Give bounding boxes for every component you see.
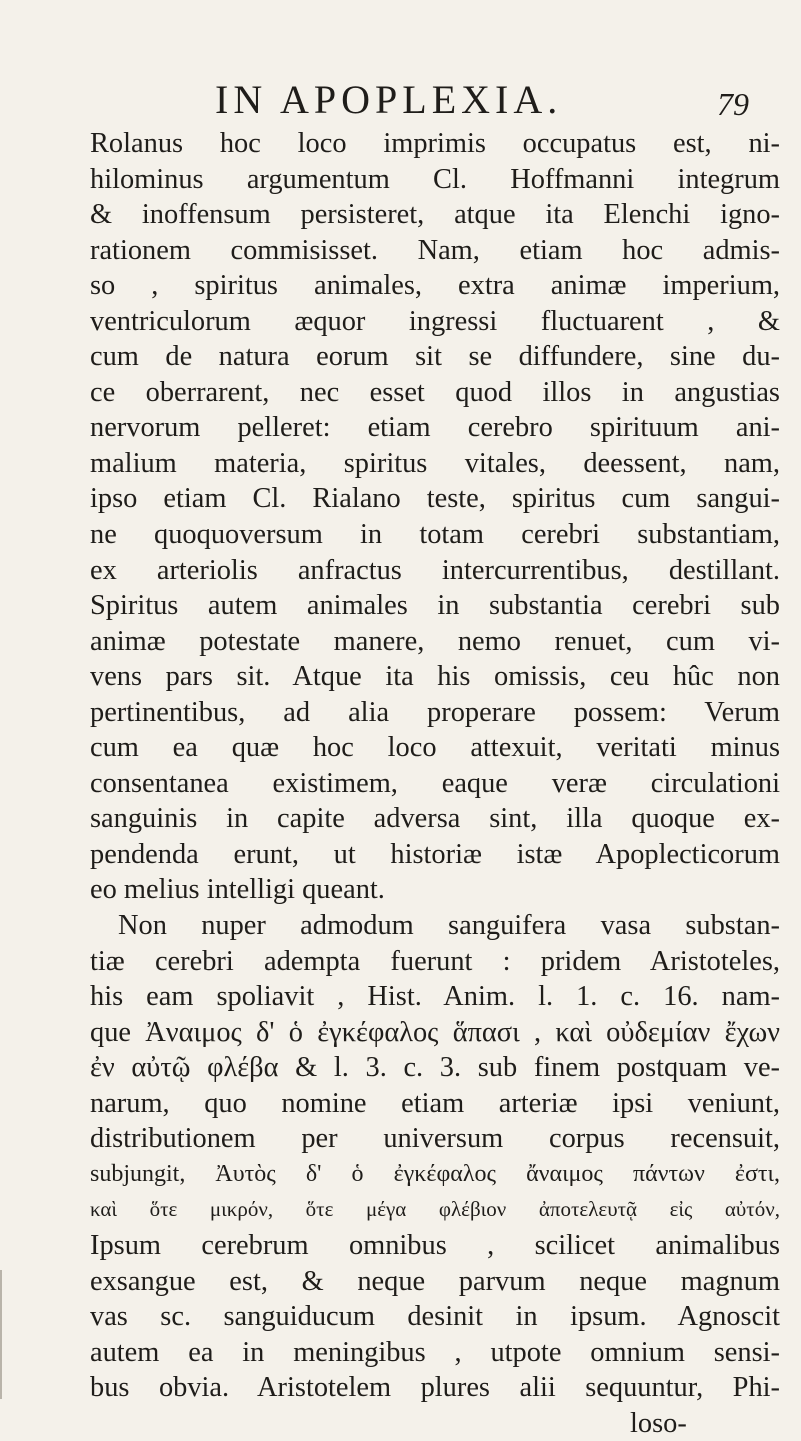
text-line: nervorum pelleret: etiam cerebro spirituum ani- (90, 412, 780, 444)
text-line: consentanea existimem, eaque veræ circulationi (90, 767, 780, 799)
text-line: animæ potestate manere, nemo renuet, cum vi- (90, 625, 780, 657)
greek-quotation-line: καὶ ὅτε μικρόν, ὅτε μέγα φλέβιον ἀποτελευτᾷ εἰς αὐτόν, (90, 1197, 780, 1222)
greek-quotation-line: subjungit, Ἀυτὸς δ' ὁ ἐγκέφαλος ἄναιμος πάντων ἐστι, (90, 1160, 780, 1187)
text-line: Ipsum cerebrum omnibus , scilicet animalibus (90, 1229, 780, 1261)
text-line: so , spiritus animales, extra animæ imperium, (90, 270, 780, 302)
text-line: ventriculorum æquor ingressi fluctuarent , & (90, 305, 780, 337)
page-number: 79 (717, 86, 749, 122)
text-line: distributionem per universum corpus recensuit, (90, 1123, 780, 1155)
text-line: Rolanus hoc loco imprimis occupatus est, ni- (90, 128, 780, 159)
greek-quotation-line: que Ἀναιμος δ' ὁ ἐγκέφαλος ἅπασι , καὶ οὐδεμίαν ἔχων (90, 1016, 780, 1048)
text-line: ne quoquoversum in totam cerebri substantiam, (90, 519, 780, 551)
body-text (90, 126, 780, 1441)
catchword: loso- (630, 1407, 687, 1439)
page-edge-shadow (0, 1270, 2, 1399)
text-line: rationem commisisset. Nam, etiam hoc admis- (90, 234, 780, 266)
text-line: tiæ cerebri adempta fuerunt : pridem Aristoteles, (90, 945, 780, 977)
text-line: pendenda erunt, ut historiæ istæ Apoplecticorum (90, 838, 780, 870)
text-line: ce oberrarent, nec esset quod illos in angustias (90, 376, 780, 408)
text-line: his eam spoliavit , Hist. Anim. l. 1. c. 16. nam- (90, 981, 780, 1013)
running-head: IN APOPLEXIA. (215, 77, 563, 122)
text-line: Spiritus autem animales in substantia cerebri sub (90, 590, 780, 622)
text-line: exsangue est, & neque parvum neque magnum (90, 1265, 780, 1297)
text-line: autem ea in meningibus , utpote omnium sensi- (90, 1336, 780, 1368)
text-line: vens pars sit. Atque ita his omissis, ceu hûc non (90, 661, 780, 693)
text-line: vas sc. sanguiducum desinit in ipsum. Agnoscit (90, 1301, 780, 1333)
text-line: narum, quo nomine etiam arteriæ ipsi veniunt, (90, 1087, 780, 1119)
text-line: hilominus argumentum Cl. Hoffmanni integrum (90, 163, 780, 195)
text-line: pertinentibus, ad alia properare possem: Verum (90, 696, 780, 728)
greek-quotation-line: ἐν αὐτῷ φλέβα & l. 3. c. 3. sub finem postquam ve- (90, 1052, 780, 1084)
text-line: cum de natura eorum sit se diffundere, sine du- (90, 341, 780, 373)
paragraph-end-line: eo melius intelligi queant. (90, 874, 385, 906)
page-header (0, 78, 801, 122)
text-line: sanguinis in capite adversa sint, illa quoque ex- (90, 803, 780, 835)
text-line: ipso etiam Cl. Rialano teste, spiritus cum sangui- (90, 483, 780, 515)
text-line: bus obvia. Aristotelem plures alii sequuntur, Phi- (90, 1372, 780, 1404)
text-line: ex arteriolis anfractus intercurrentibus, destillant. (90, 554, 780, 586)
paragraph-start-line: Non nuper admodum sanguifera vasa substan- (118, 910, 780, 942)
text-line: malium materia, spiritus vitales, deessent, nam, (90, 447, 780, 479)
text-line: cum ea quæ hoc loco attexuit, veritati minus (90, 732, 780, 764)
text-line: & inoffensum persisteret, atque ita Elenchi igno- (90, 199, 780, 231)
